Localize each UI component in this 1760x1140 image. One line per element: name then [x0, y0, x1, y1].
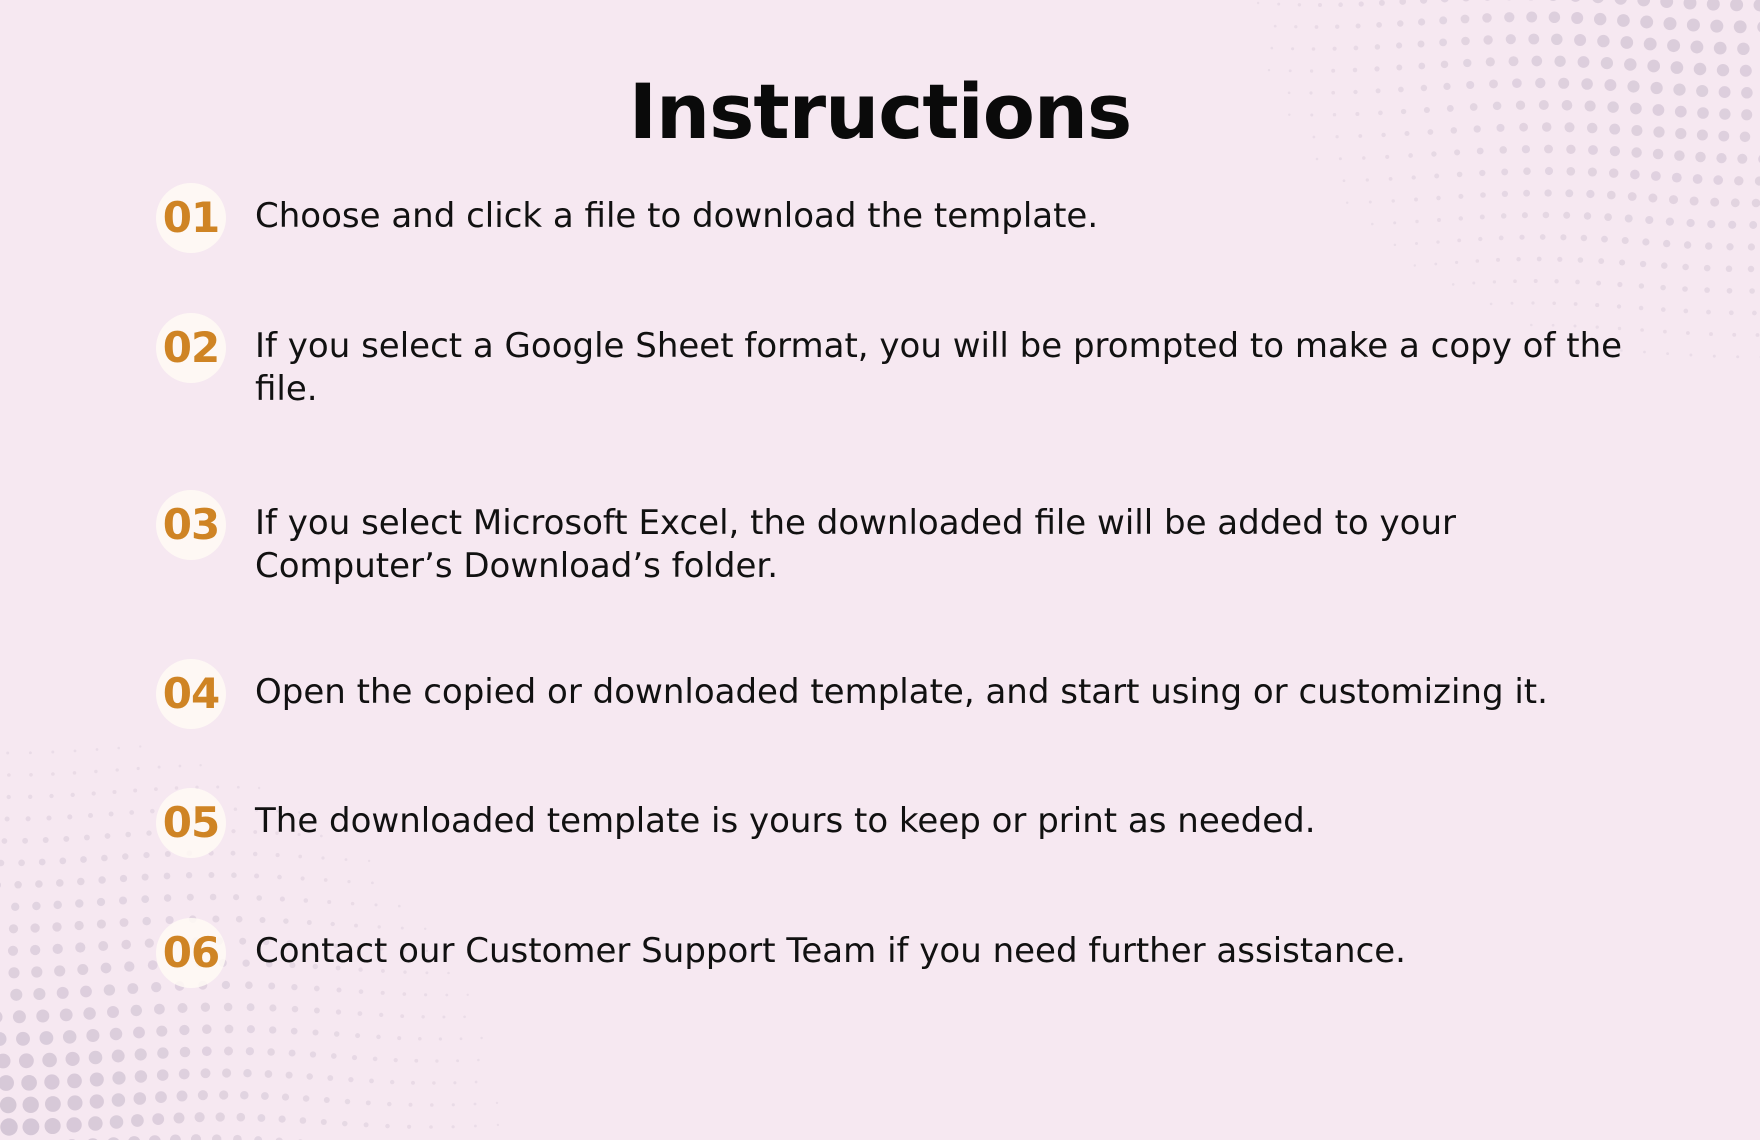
- step-number-badge: 06: [156, 918, 226, 988]
- step-number-badge: 03: [156, 490, 226, 560]
- step-text: If you select a Google Sheet format, you will be prompted to make a copy of the file.: [255, 326, 1623, 409]
- step-item-03: [152, 490, 1652, 610]
- step-text: The downloaded template is yours to keep or print as needed.: [255, 801, 1316, 841]
- page-title: Instructions: [628, 67, 1132, 156]
- step-text: If you select Microsoft Excel, the downloaded file will be added to your Computer’s Download’s folder.: [255, 503, 1456, 586]
- step-number-badge: 04: [156, 659, 226, 729]
- step-item-05: [152, 788, 1652, 908]
- step-item-06: [152, 918, 1652, 1038]
- step-number-badge: 02: [156, 313, 226, 383]
- step-text: Contact our Customer Support Team if you need further assistance.: [255, 931, 1406, 971]
- step-number-badge: 05: [156, 788, 226, 858]
- step-text: Open the copied or downloaded template, and start using or customizing it.: [255, 672, 1548, 712]
- step-text: Choose and click a file to download the template.: [255, 196, 1099, 236]
- step-item-01: [152, 183, 1652, 303]
- step-item-04: [152, 659, 1652, 779]
- step-item-02: [152, 313, 1652, 433]
- step-number-badge: 01: [156, 183, 226, 253]
